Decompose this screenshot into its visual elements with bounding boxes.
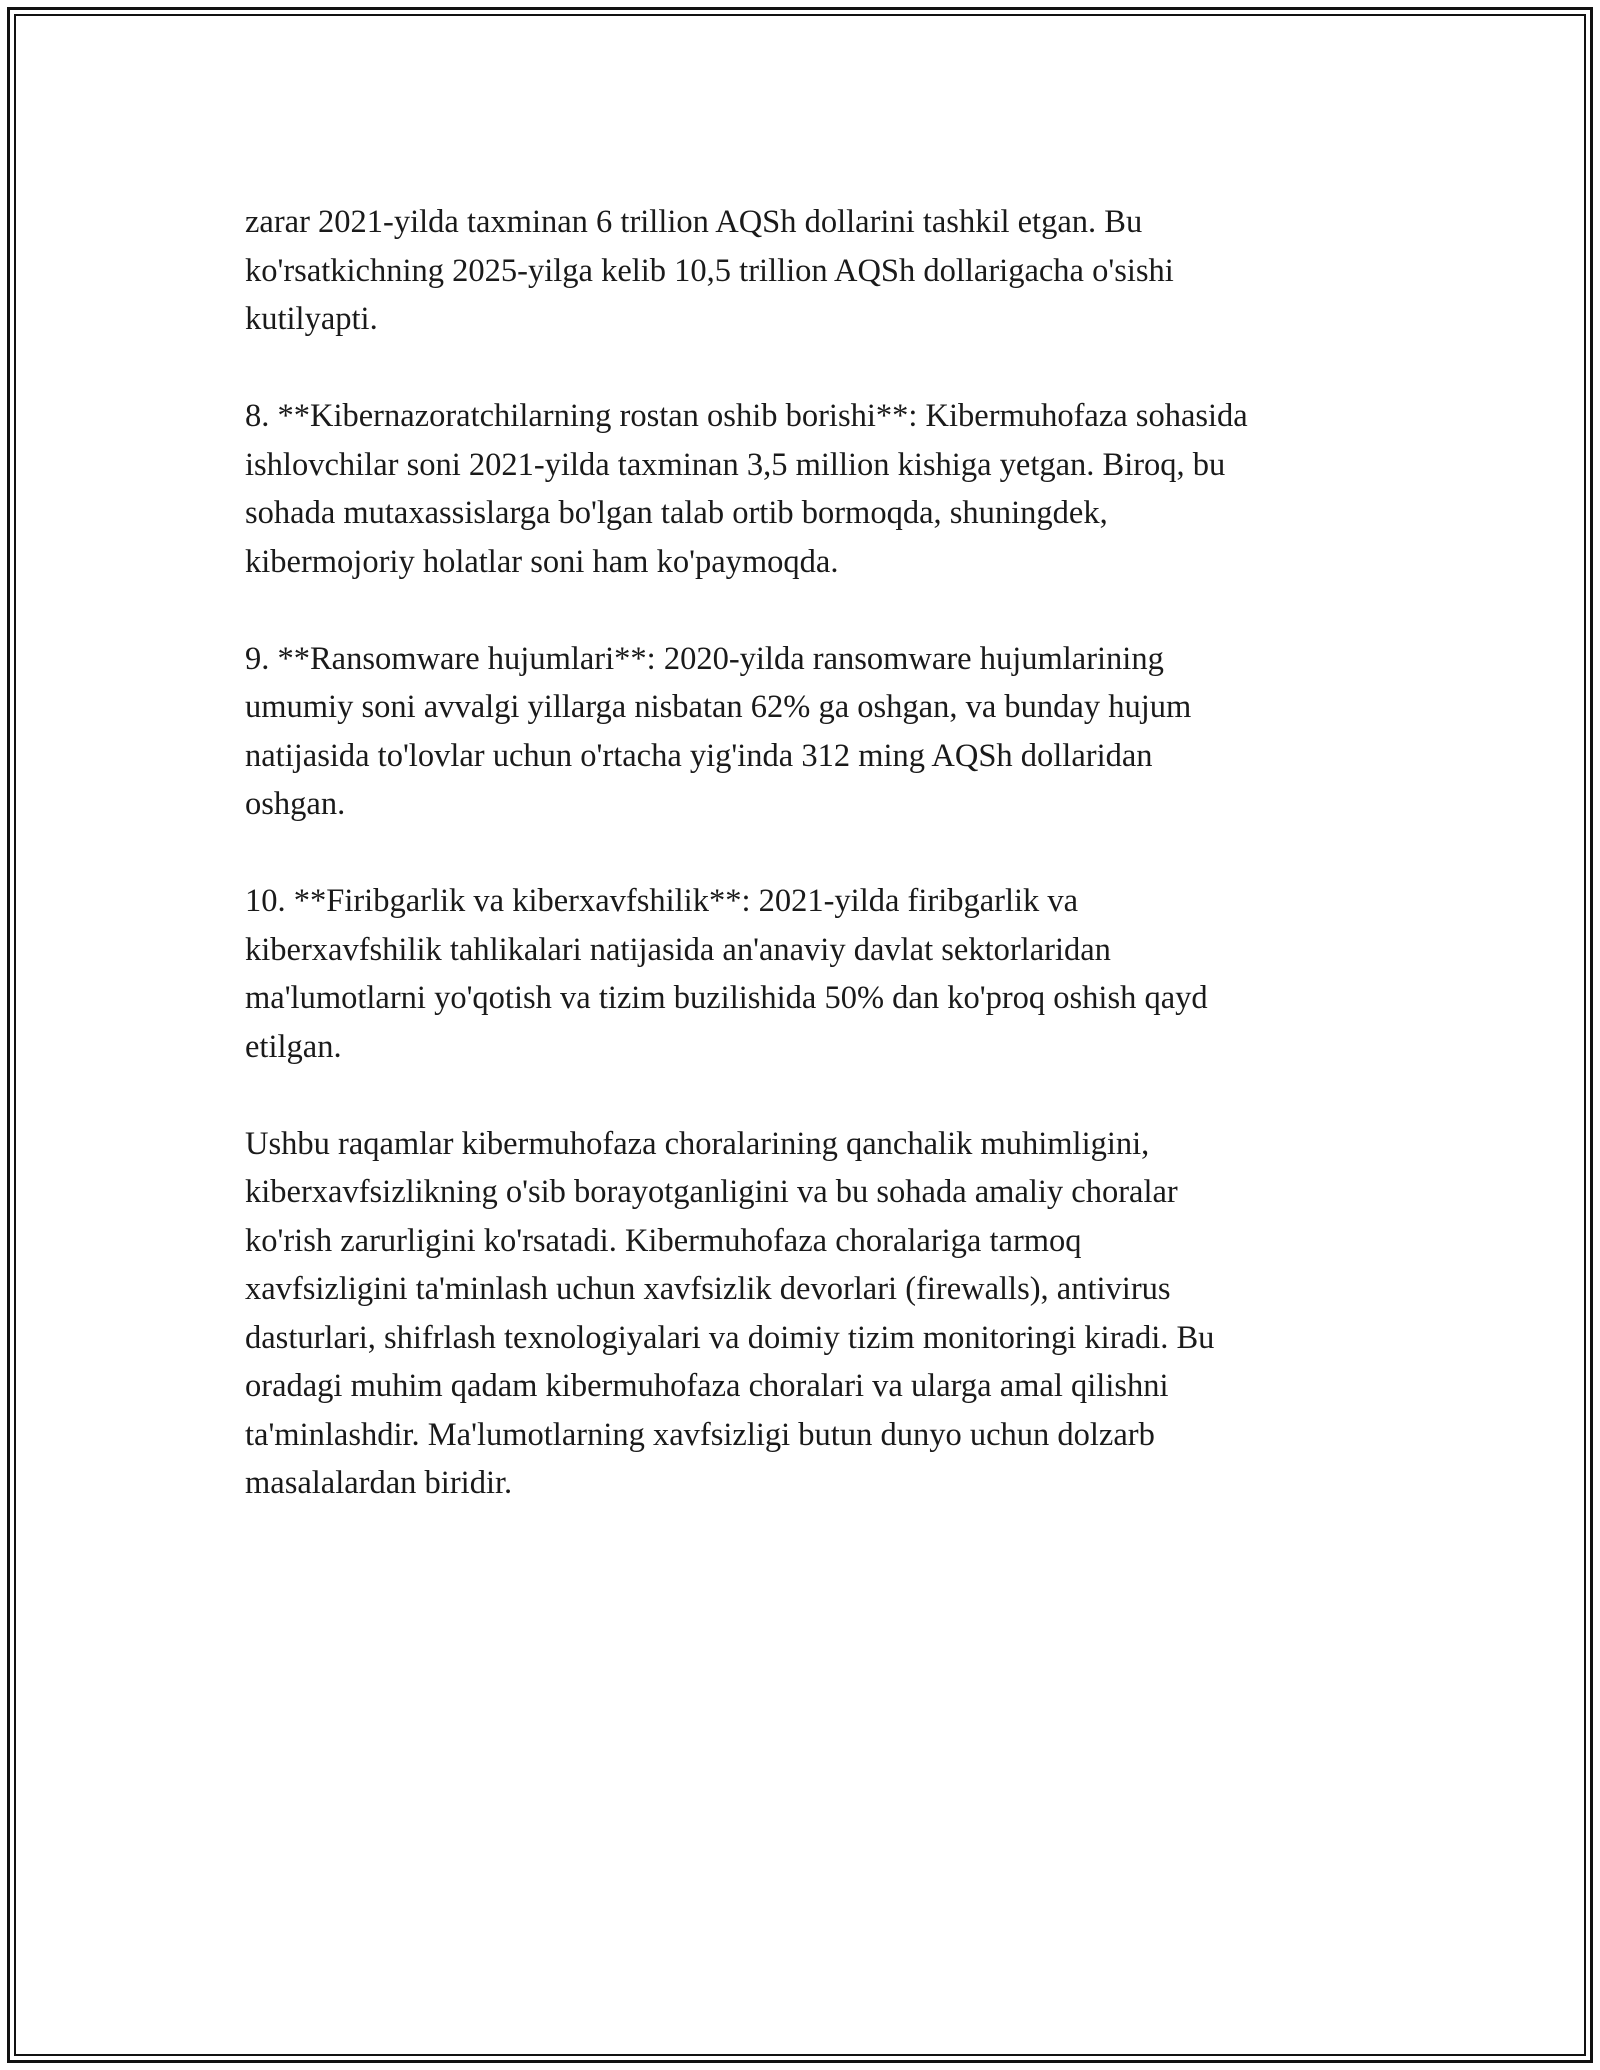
text-line: ta'minlashdir. Ma'lumotlarning xavfsizligi butun dunyo uchun dolzarb: [245, 1416, 1155, 1453]
text-line: Ushbu raqamlar kibermuhofaza choralarining qanchalik muhimligini,: [245, 1125, 1150, 1162]
paragraph-conclusion: [245, 1120, 1395, 1508]
text-line: zarar 2021-yilda taxminan 6 trillion AQSh dollarini tashkil etgan. Bu: [245, 204, 1143, 240]
text-line: masalalardan biridir.: [245, 1465, 513, 1501]
list-item-8: [245, 392, 1395, 586]
text-line: kutilyapti.: [245, 301, 378, 337]
text-line: umumiy soni avvalgi yillarga nisbatan 62% ga oshgan, va bunday hujum: [245, 689, 1192, 725]
text-line: etilgan.: [245, 1028, 342, 1065]
text-line: kiberxavfshilik tahlikalari natijasida an'anaviy davlat sektorlaridan: [245, 931, 1111, 968]
document-body: [245, 198, 1395, 1556]
text-line: natijasida to'lovlar uchun o'rtacha yig'inda 312 ming AQSh dollaridan: [245, 737, 1153, 774]
text-line: ishlovchilar soni 2021-yilda taxminan 3,5 million kishiga yetgan. Biroq, bu: [245, 446, 1226, 483]
text-line: ko'rsatkichning 2025-yilga kelib 10,5 trillion AQSh dollarigacha o'sishi: [245, 252, 1174, 289]
text-line: oshgan.: [245, 786, 346, 822]
list-item-10: [245, 877, 1395, 1071]
text-line: ko'rish zarurligini ko'rsatadi. Kibermuhofaza choralariga tarmoq: [245, 1222, 1082, 1259]
text-line: xavfsizligini ta'minlash uchun xavfsizlik devorlari (firewalls), antivirus: [245, 1271, 1171, 1307]
text-line: sohada mutaxassislarga bo'lgan talab ortib bormoqda, shuningdek,: [245, 495, 1108, 531]
page-frame: [7, 7, 1593, 2063]
text-line: kiberxavfsizlikning o'sib borayotganligini va bu sohada amaliy choralar: [245, 1174, 1178, 1210]
paragraph-continuation: [245, 198, 1395, 344]
text-line: 10. **Firibgarlik va kiberxavfshilik**: 2021-yilda firibgarlik va: [245, 883, 1079, 919]
text-line: ma'lumotlarni yo'qotish va tizim buzilishida 50% dan ko'proq oshish qayd: [245, 980, 1208, 1016]
text-line: oradagi muhim qadam kibermuhofaza choralari va ularga amal qilishni: [245, 1368, 1169, 1404]
text-line: 8. **Kibernazoratchilarning rostan oshib borishi**: Kibermuhofaza sohasida: [245, 398, 1248, 434]
text-line: 9. **Ransomware hujumlari**: 2020-yilda ransomware hujumlarining: [245, 640, 1164, 677]
text-line: kibermojoriy holatlar soni ham ko'paymoqda.: [245, 543, 839, 580]
list-item-9: [245, 635, 1395, 829]
text-line: dasturlari, shifrlash texnologiyalari va doimiy tizim monitoringi kiradi. Bu: [245, 1319, 1215, 1356]
